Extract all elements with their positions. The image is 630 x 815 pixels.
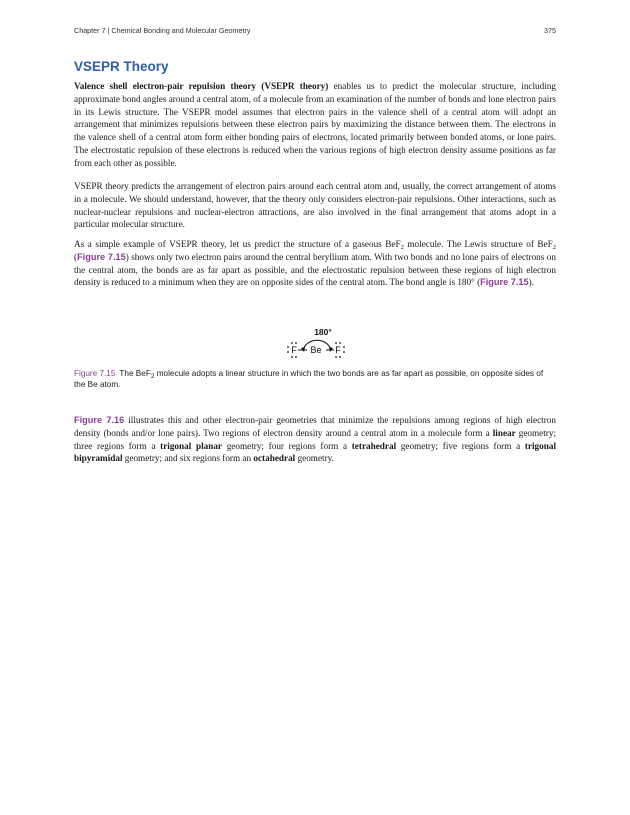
paragraph-vsepr-predicts (74, 180, 556, 231)
caption-text: The BeF (119, 369, 151, 378)
figure-7-16-link[interactable]: Figure 7.16 (74, 415, 125, 425)
text-run: ). (528, 277, 535, 288)
paragraph-bef2-example (74, 238, 556, 289)
bef2-lewis-structure (285, 325, 347, 361)
subscript: 2 (400, 244, 404, 251)
term-linear: linear (492, 427, 516, 438)
figure-7-15-caption (74, 368, 554, 390)
term-trigonal-planar: trigonal planar (160, 440, 223, 451)
paragraph-text: VSEPR theory predicts the arrangement of electron pairs around each central atom and, usually, the correct arrangement of atoms in a molecule. We should understand, however, that the theory only considers electron-pair repulsions. Other interactions, such as nuclear-nuclear repulsions and nuclear-electron attractions, are also involved in the final arrangement that atoms adopt in a particular molecular structure. (74, 181, 556, 230)
text-run: geometry; three regions form a (74, 427, 557, 451)
subscript: 2 (552, 244, 556, 251)
caption-text: molecule adopts a linear structure in which the two bonds are as far apart as possible, on opposite sides of the Be atom. (74, 369, 544, 389)
atom-be: Be (310, 345, 322, 355)
bond-angle-label: 180° (314, 327, 332, 337)
chapter-title: Chapter 7 | Chemical Bonding and Molecular Geometry (74, 26, 251, 35)
caption-label: Figure 7.15 (74, 369, 116, 378)
subscript: 2 (150, 373, 155, 380)
paragraph-vsepr-intro (74, 80, 556, 169)
text-run: ( (74, 251, 78, 262)
figure-7-15-link[interactable]: Figure 7.15 (480, 277, 529, 288)
text-run: geometry; four regions form a (222, 440, 352, 451)
text-run: illustrates this and other electron-pair geometries that minimize the repulsions among regions of high electron density (bonds and/or lone pairs). Two regions of electron density around a central atom in a molecule form a (74, 415, 556, 438)
text-run: molecule. The Lewis structure of BeF (403, 239, 553, 249)
text-run: geometry; and six regions form an (122, 453, 254, 464)
page-number: 375 (544, 26, 556, 35)
term-trigonal-bipyramidal: trigonal bipyramidal (74, 440, 556, 464)
section-title: VSEPR Theory (74, 59, 169, 74)
term-tetrahedral: tetrahedral (351, 440, 397, 451)
text-run: geometry. (295, 453, 334, 464)
figure-7-15-link[interactable]: Figure 7.15 (77, 251, 126, 262)
paragraph-electron-geometries (74, 414, 556, 465)
page-header (74, 26, 556, 35)
paragraph-text: enables us to predict the molecular structure, including approximate bond angles around a central atom, of a molecule from an examination of the number of bonds and lone electron pairs in its Lewis structure. The VSEPR model assumes that electron pairs in the valence shell of a central atom will adopt an arrangement that minimizes repulsions between these electron pairs by maximizing the distance between them. The electrons in the valence shell of a central atom form either bonding pairs of electrons, located primarily between bonded atoms, or lone pairs. The electrostatic repulsion of these electrons is reduced when the various regions of high electron density assume positions as far from each other as possible. (74, 81, 556, 168)
text-run: geometry; five regions form a (396, 440, 525, 451)
key-term-vsepr: Valence shell electron-pair repulsion theory (VSEPR theory) (74, 81, 329, 91)
text-run: ) shows only two electron pairs around the central beryllium atom. With two bonds and no lone pairs of electrons on the central atom, the bonds are as far apart as possible, and the electrostatic repulsion between these regions of high electron density is reduced to a minimum when they are on opposite sides of the central atom. The bond angle is 180° ( (74, 251, 556, 288)
text-run: As a simple example of VSEPR theory, let us predict the structure of a gaseous BeF (74, 239, 401, 249)
term-octahedral: octahedral (253, 453, 296, 464)
atom-f-left: F (291, 345, 297, 355)
atom-f-right: F (335, 345, 341, 355)
